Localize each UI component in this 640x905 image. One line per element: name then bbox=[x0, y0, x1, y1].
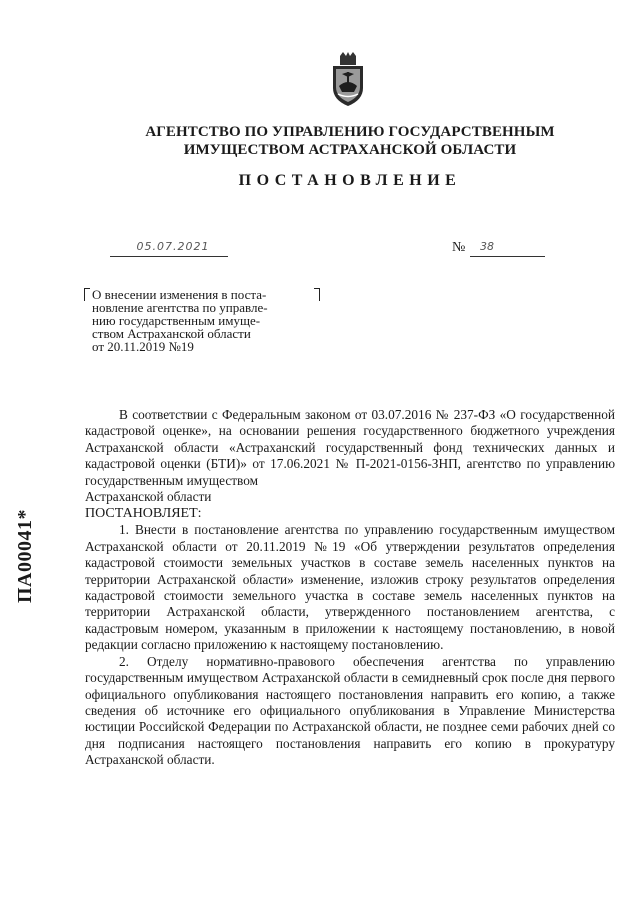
document-type-title: ПОСТАНОВЛЕНИЕ bbox=[238, 172, 462, 189]
agency-name bbox=[60, 123, 640, 159]
date-underline bbox=[110, 256, 228, 257]
subject-bracket-right bbox=[314, 288, 320, 301]
subject-bracket-left bbox=[84, 288, 90, 301]
item-1-paragraph: 1. Внести в постановление агентства по управлению государственным имуществом Астраханской области от 20.11.2019 №19 «Об утверждении результатов определения кадастровой стоимости земельных участков в составе земель населенных пунктов на территории Астраханской области» изменение, изложив строку результатов определения кадастровой стоимости земельного участка в составе земель населенных пунктов на территории Астраханской области, утвержденного постановлением агентства, с кадастровым номером, указанным в приложении к настоящему постановлению, в новой редакции согласно приложению к настоящему постановлению. bbox=[85, 522, 615, 653]
intro-paragraph-tail: Астраханской области bbox=[85, 489, 212, 505]
subject-line: ством Астраханской области bbox=[92, 326, 251, 341]
subject-line: от 20.11.2019 №19 bbox=[92, 339, 194, 354]
subject-line: О внесении изменения в поста- bbox=[92, 287, 267, 302]
coat-of-arms-emblem bbox=[327, 52, 369, 108]
agency-name-line1: АГЕНТСТВО ПО УПРАВЛЕНИЮ ГОСУДАРСТВЕННЫМ bbox=[145, 124, 555, 140]
document-body bbox=[85, 407, 615, 769]
document-subject bbox=[92, 288, 314, 353]
number-label: № bbox=[452, 240, 466, 255]
item-2-paragraph: 2. Отделу нормативно-правового обеспечения агентства по управлению государственным имуществом Астраханской области в семидневный срок после дня первого официального опубликования настоящего постановления направить его копию, а также сведения об источнике его официального опубликования в Управление Министерства юстиции Российской Федерации по Астраханской области, не позднее семи рабочих дней со дня подписания настоящего постановления направить его копию в прокуратуру Астраханской области. bbox=[85, 653, 615, 768]
intro-paragraph: В соответствии с Федеральным законом от 03.07.2016 № 237-ФЗ «О государственной кадастровой оценке», на основании решения государственного бюджетного учреждения Астраханской области «Астраханский государственный фонд технических данных и кадастровой оценки (БТИ)» от 17.06.2021 № П-2021-0156-ЗНП, агентство по управлению государственным имуществом bbox=[85, 407, 615, 488]
subject-line: нию государственным имуще- bbox=[92, 313, 261, 328]
subject-line: новление агентства по управле- bbox=[92, 300, 268, 315]
document-number: 38 bbox=[480, 240, 494, 253]
registration-stamp: ПА00041* bbox=[14, 509, 36, 603]
number-underline bbox=[470, 256, 545, 257]
astrakhan-coat-of-arms-icon bbox=[327, 52, 369, 108]
document-date: 05.07.2021 bbox=[136, 240, 210, 253]
decree-heading: ПОСТАНОВЛЯЕТ: bbox=[85, 506, 202, 522]
agency-name-line2: ИМУЩЕСТВОМ АСТРАХАНСКОЙ ОБЛАСТИ bbox=[183, 142, 517, 158]
